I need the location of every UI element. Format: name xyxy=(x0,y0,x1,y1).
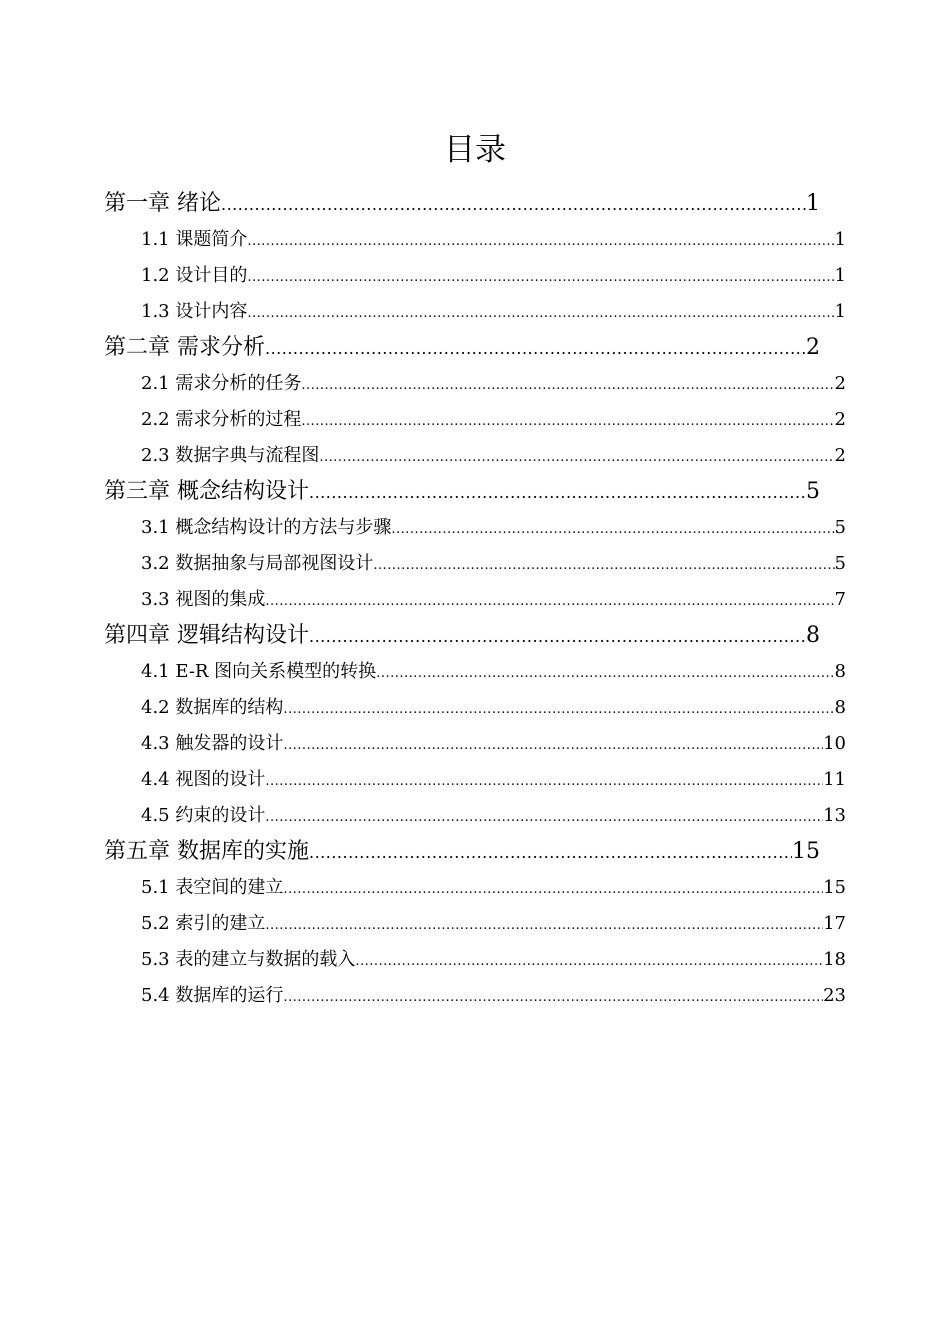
toc-section-2-1[interactable] xyxy=(141,366,846,402)
dot-leader xyxy=(355,944,823,978)
toc-section-2-2[interactable] xyxy=(141,402,846,438)
dot-leader xyxy=(309,619,806,654)
toc-chapter-3[interactable] xyxy=(104,474,820,510)
section-page-number: 13 xyxy=(823,805,846,826)
dot-leader xyxy=(301,368,834,402)
section-page-number: 2 xyxy=(834,373,846,394)
chapter-label: 第四章 逻辑结构设计 xyxy=(104,623,309,648)
section-label: 3.1 概念结构设计的方法与步骤 xyxy=(141,517,392,538)
section-label: 1.3 设计内容 xyxy=(141,301,248,322)
dot-leader xyxy=(391,512,834,546)
section-label: 3.2 数据抽象与局部视图设计 xyxy=(141,553,374,574)
table-of-contents xyxy=(0,186,950,1014)
section-page-number: 23 xyxy=(823,985,846,1006)
dot-leader xyxy=(309,475,806,510)
dot-leader xyxy=(373,548,834,582)
section-label: 5.2 索引的建立 xyxy=(141,913,266,934)
chapter-label: 第一章 绪论 xyxy=(104,191,221,216)
section-label: 2.3 数据字典与流程图 xyxy=(141,445,320,466)
dot-leader xyxy=(265,584,834,618)
section-label: 4.5 约束的设计 xyxy=(141,805,266,826)
dot-leader xyxy=(283,980,823,1014)
toc-section-1-2[interactable] xyxy=(141,258,846,294)
toc-section-1-3[interactable] xyxy=(141,294,846,330)
section-label: 2.1 需求分析的任务 xyxy=(141,373,302,394)
section-page-number: 17 xyxy=(823,913,846,934)
section-label: 1.1 课题简介 xyxy=(141,229,248,250)
dot-leader xyxy=(265,764,823,798)
dot-leader xyxy=(221,187,806,222)
dot-leader xyxy=(309,835,792,870)
toc-section-4-2[interactable] xyxy=(141,690,846,726)
toc-section-2-3[interactable] xyxy=(141,438,846,474)
toc-section-1-1[interactable] xyxy=(141,222,846,258)
toc-section-4-1[interactable] xyxy=(141,654,846,690)
section-page-number: 8 xyxy=(834,661,846,682)
toc-section-5-4[interactable] xyxy=(141,978,846,1014)
toc-section-4-4[interactable] xyxy=(141,762,846,798)
toc-section-3-1[interactable] xyxy=(141,510,846,546)
chapter-label: 第三章 概念结构设计 xyxy=(104,479,309,504)
section-page-number: 18 xyxy=(823,949,846,970)
dot-leader xyxy=(283,728,823,762)
toc-chapter-2[interactable] xyxy=(104,330,820,366)
dot-leader xyxy=(247,296,834,330)
toc-chapter-1[interactable] xyxy=(104,186,820,222)
section-label: 5.1 表空间的建立 xyxy=(141,877,284,898)
dot-leader xyxy=(265,331,806,366)
dot-leader xyxy=(283,872,823,906)
section-page-number: 10 xyxy=(823,733,846,754)
dot-leader xyxy=(265,908,823,942)
dot-leader xyxy=(376,656,834,690)
toc-section-4-3[interactable] xyxy=(141,726,846,762)
section-label: 4.2 数据库的结构 xyxy=(141,697,284,718)
section-page-number: 11 xyxy=(823,769,846,790)
section-label: 4.4 视图的设计 xyxy=(141,769,266,790)
section-page-number: 15 xyxy=(823,877,846,898)
dot-leader xyxy=(319,440,834,474)
toc-title: 目录 xyxy=(444,132,506,168)
section-page-number: 7 xyxy=(834,589,846,610)
section-label: 2.2 需求分析的过程 xyxy=(141,409,302,430)
toc-chapter-4[interactable] xyxy=(104,618,820,654)
toc-section-5-2[interactable] xyxy=(141,906,846,942)
chapter-page-number: 5 xyxy=(806,479,820,504)
dot-leader xyxy=(301,404,834,438)
toc-section-3-2[interactable] xyxy=(141,546,846,582)
section-page-number: 2 xyxy=(834,409,846,430)
section-label: 5.4 数据库的运行 xyxy=(141,985,284,1006)
chapter-page-number: 1 xyxy=(806,191,820,216)
section-page-number: 5 xyxy=(834,553,846,574)
chapter-page-number: 2 xyxy=(806,335,820,360)
section-label: 3.3 视图的集成 xyxy=(141,589,266,610)
toc-section-5-1[interactable] xyxy=(141,870,846,906)
dot-leader xyxy=(283,692,834,726)
toc-section-4-5[interactable] xyxy=(141,798,846,834)
toc-chapter-5[interactable] xyxy=(104,834,820,870)
section-page-number: 2 xyxy=(834,445,846,466)
chapter-page-number: 8 xyxy=(806,623,820,648)
chapter-label: 第五章 数据库的实施 xyxy=(104,839,309,864)
dot-leader xyxy=(247,224,834,258)
section-label: 4.3 触发器的设计 xyxy=(141,733,284,754)
section-page-number: 8 xyxy=(834,697,846,718)
toc-section-3-3[interactable] xyxy=(141,582,846,618)
chapter-label: 第二章 需求分析 xyxy=(104,335,265,360)
section-label: 5.3 表的建立与数据的载入 xyxy=(141,949,356,970)
section-page-number: 5 xyxy=(834,517,846,538)
toc-section-5-3[interactable] xyxy=(141,942,846,978)
dot-leader xyxy=(265,800,823,834)
section-page-number: 1 xyxy=(834,301,846,322)
section-page-number: 1 xyxy=(834,265,846,286)
section-label: 4.1 E-R 图向关系模型的转换 xyxy=(141,661,377,682)
section-label: 1.2 设计目的 xyxy=(141,265,248,286)
dot-leader xyxy=(247,260,834,294)
chapter-page-number: 15 xyxy=(792,839,820,864)
section-page-number: 1 xyxy=(834,229,846,250)
